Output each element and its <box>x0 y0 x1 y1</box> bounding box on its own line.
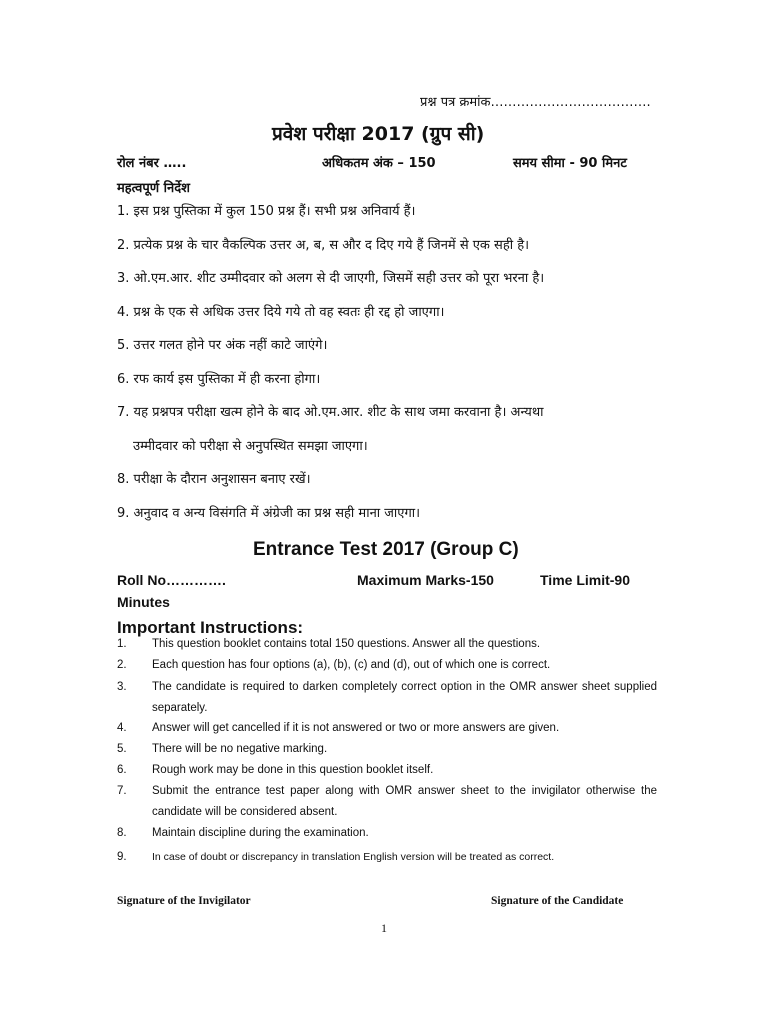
instruction-number: 3. <box>117 681 127 693</box>
instruction-text: There will be no negative marking. <box>152 743 328 755</box>
instruction-text: The candidate is required to darken completely correct option in the OMR answer sheet supplied separately. <box>152 681 657 714</box>
candidate-signature-label: Signature of the Candidate <box>491 895 624 907</box>
hindi-instruction-3: 3. ओ.एम.आर. शीट उम्मीदवार को अलग से दी जाएगी, जिसमें सही उत्तर को पूरा भरना है। <box>117 271 545 286</box>
hindi-instruction-9: 9. अनुवाद व अन्य विसंगति में अंग्रेजी का प्रश्न सही माना जाएगा। <box>117 506 421 521</box>
invigilator-signature-label: Signature of the Invigilator <box>117 895 251 907</box>
english-instructions-heading: Important Instructions: <box>117 618 304 637</box>
instruction-text: This question booklet contains total 150 questions. Answer all the questions. <box>152 638 541 650</box>
instruction-number: 8. <box>117 827 127 839</box>
instruction-text: Submit the entrance test paper along with OMR answer sheet to the invigilator otherwise the candidate will be considered absent. <box>152 785 657 818</box>
instruction-number: 7. <box>117 785 127 797</box>
hindi-instruction-5: 5. उत्तर गलत होने पर अंक नहीं काटे जाएंगे। <box>117 338 328 353</box>
instruction-text: Each question has four options (a), (b), (c) and (d), out of which one is correct. <box>152 659 551 671</box>
hindi-instruction-7-cont: उम्मीदवार को परीक्षा से अनुपस्थित समझा जाएगा। <box>133 439 368 454</box>
hindi-time-limit: समय सीमा - 90 मिनट <box>513 156 627 171</box>
instruction-number: 9. <box>117 851 127 863</box>
english-title: Entrance Test 2017 (Group C) <box>253 539 519 560</box>
instruction-number: 1. <box>117 638 127 650</box>
instruction-text: Answer will get cancelled if it is not answered or two or more answers are given. <box>152 722 560 734</box>
hindi-instruction-8: 8. परीक्षा के दौरान अनुशासन बनाए रखें। <box>117 472 311 487</box>
english-roll-no: Roll No…………. <box>117 572 226 588</box>
english-time-limit: Time Limit-90 <box>540 572 630 588</box>
hindi-max-marks: अधिकतम अंक – 150 <box>322 156 436 171</box>
page-number: 1 <box>381 921 387 935</box>
instruction-text: In case of doubt or discrepancy in translation English version will be treated as correct. <box>152 851 555 863</box>
instruction-number: 6. <box>117 764 127 776</box>
instruction-number: 5. <box>117 743 127 755</box>
hindi-instruction-6: 6. रफ कार्य इस पुस्तिका में ही करना होगा। <box>117 372 321 387</box>
hindi-title: प्रवेश परीक्षा 2017 (ग्रुप सी) <box>272 123 485 145</box>
hindi-instruction-1: 1. इस प्रश्न पुस्तिका में कुल 150 प्रश्न हैं। सभी प्रश्न अनिवार्य हैं। <box>117 204 416 219</box>
instruction-text: Rough work may be done in this question booklet itself. <box>152 764 434 776</box>
question-paper-serial: प्रश्न पत्र क्रमांक………………………………. <box>420 95 651 110</box>
instruction-number: 4. <box>117 722 127 734</box>
hindi-instruction-2: 2. प्रत्येक प्रश्न के चार वैकल्पिक उत्तर अ, ब, स और द दिए गये हैं जिनमें से एक सही है। <box>117 238 530 253</box>
hindi-roll-no: रोल नंबर ….. <box>117 156 187 171</box>
english-time-limit-cont: Minutes <box>117 594 170 610</box>
instruction-text: Maintain discipline during the examination. <box>152 827 369 839</box>
hindi-instruction-4: 4. प्रश्न के एक से अधिक उत्तर दिये गये तो वह स्वतः ही रद्द हो जाएगा। <box>117 305 445 320</box>
english-max-marks: Maximum Marks-150 <box>357 572 494 588</box>
hindi-instructions-heading: महत्वपूर्ण निर्देश <box>117 181 190 196</box>
hindi-instruction-7: 7. यह प्रश्नपत्र परीक्षा खत्म होने के बाद ओ.एम.आर. शीट के साथ जमा करवाना है। अन्यथा <box>117 405 544 420</box>
instruction-number: 2. <box>117 659 127 671</box>
